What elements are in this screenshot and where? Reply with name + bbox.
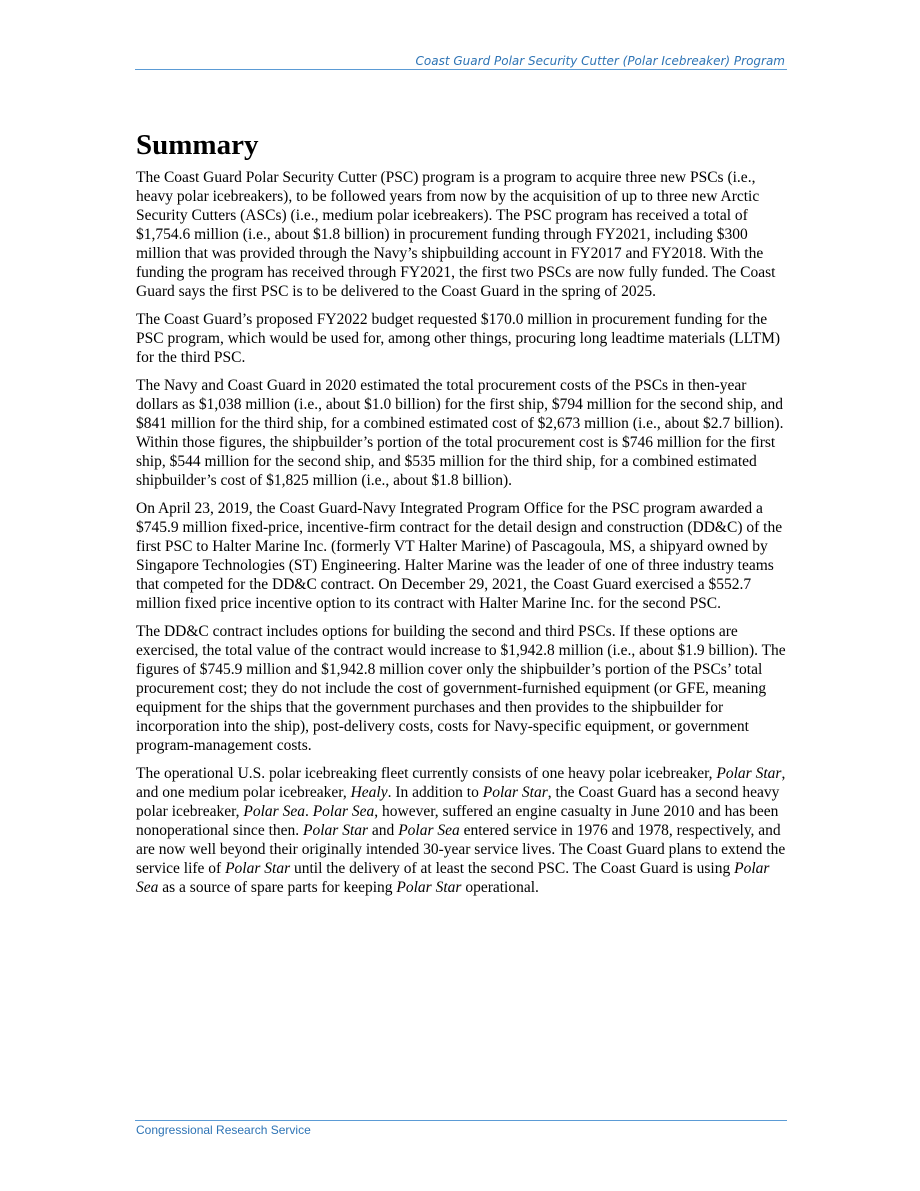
section-title: Summary bbox=[136, 129, 259, 161]
paragraph-contract-options: The DD&C contract includes options for building the second and third PSCs. If these options are exercised, the total value of the contract would increase to $1,942.8 million (i.e., about $1.9 billion). The figures of $745.9 million and $1,942.8 million cover only the shipbuilder’s portion of the PSCs’ total procurement cost; they do not include the cost of government-furnished equipment (or GFE, meaning equipment for the ships that the government purchases and then provides to the shipbuilder for incorporation into the ship), post-delivery costs, costs for Navy-specific equipment, or government program-management costs. bbox=[136, 623, 786, 754]
running-header-title: Coast Guard Polar Security Cutter (Polar Icebreaker) Program bbox=[415, 54, 785, 68]
ship-name: Polar Sea bbox=[312, 803, 375, 820]
text-span: . bbox=[304, 803, 313, 820]
ship-name: Polar Star bbox=[716, 765, 782, 782]
text-span: . In addition to bbox=[387, 784, 483, 801]
paragraph-current-fleet bbox=[136, 764, 788, 897]
ship-name: Polar Star bbox=[396, 879, 462, 896]
paragraph-cost-estimates: The Navy and Coast Guard in 2020 estimated the total procurement costs of the PSCs in then-year dollars as $1,038 million (i.e., about $1.0 billion) for the first ship, $794 million for the second ship, and $841 million for the third ship, for a combined estimated cost of $2,673 million (i.e., about $2.7 billion). Within those figures, the shipbuilder’s portion of the total procurement cost is $746 million for the first ship, $544 million for the second ship, and $535 million for the third ship, for a combined estimated shipbuilder’s cost of $1,825 million (i.e., about $1.8 billion). bbox=[136, 377, 784, 489]
text-span: , however, suffered an engine casualty in June 2010 and has been nonoperational since then. bbox=[136, 803, 779, 839]
document-body bbox=[136, 118, 788, 906]
text-span: , and one medium polar icebreaker, bbox=[136, 765, 786, 801]
text-span: as a source of spare parts for keeping bbox=[158, 879, 397, 896]
ship-name: Polar Star bbox=[482, 784, 548, 801]
text-span: entered service in 1976 and 1978, respectively, and are now well beyond their originally intended 30-year service lives. The Coast Guard plans to extend the service life of bbox=[136, 822, 786, 877]
footer-publisher: Congressional Research Service bbox=[136, 1123, 311, 1137]
text-span: operational. bbox=[461, 879, 539, 896]
text-span: The operational U.S. polar icebreaking fleet currently consists of one heavy polar icebreaker, bbox=[136, 765, 717, 782]
header-rule bbox=[135, 69, 787, 70]
ship-name: Healy bbox=[350, 784, 388, 801]
ship-name: Polar Star bbox=[303, 822, 369, 839]
text-span: until the delivery of at least the second PSC. The Coast Guard is using bbox=[290, 860, 735, 877]
footer-rule bbox=[135, 1120, 787, 1121]
text-span: , the Coast Guard has a second heavy polar icebreaker, bbox=[136, 784, 780, 820]
text-span: and bbox=[368, 822, 399, 839]
ship-name: Polar Sea bbox=[398, 822, 460, 839]
paragraph-fy2022-budget: The Coast Guard’s proposed FY2022 budget requested $170.0 million in procurement funding for the PSC program, which would be used for, among other things, procuring long leadtime materials (LLTM) for the third PSC. bbox=[136, 311, 781, 366]
paragraph-contract-award: On April 23, 2019, the Coast Guard-Navy Integrated Program Office for the PSC program awarded a $745.9 million fixed-price, incentive-firm contract for the detail design and construction (DD&C) of the first PSC to Halter Marine Inc. (formerly VT Halter Marine) of Pascagoula, MS, a shipyard owned by Singapore Technologies (ST) Engineering. Halter Marine was the leader of one of three industry teams that competed for the DD&C contract. On December 29, 2021, the Coast Guard exercised a $552.7 million fixed price incentive option to its contract with Halter Marine Inc. for the second PSC. bbox=[136, 500, 783, 612]
paragraph-program-overview: The Coast Guard Polar Security Cutter (PSC) program is a program to acquire three new PSCs (i.e., heavy polar icebreakers), to be followed years from now by the acquisition of up to three new Arctic Security Cutters (ASCs) (i.e., medium polar icebreakers). The PSC program has received a total of $1,754.6 million (i.e., about $1.8 billion) in procurement funding through FY2021, including $300 million that was provided through the Navy’s shipbuilding account in FY2017 and FY2018. With the funding the program has received through FY2021, the first two PSCs are now fully funded. The Coast Guard says the first PSC is to be delivered to the Coast Guard in the spring of 2025. bbox=[136, 169, 776, 300]
ship-name: Polar Sea bbox=[136, 860, 770, 896]
ship-name: Polar Star bbox=[225, 860, 291, 877]
ship-name: Polar Sea bbox=[243, 803, 305, 820]
